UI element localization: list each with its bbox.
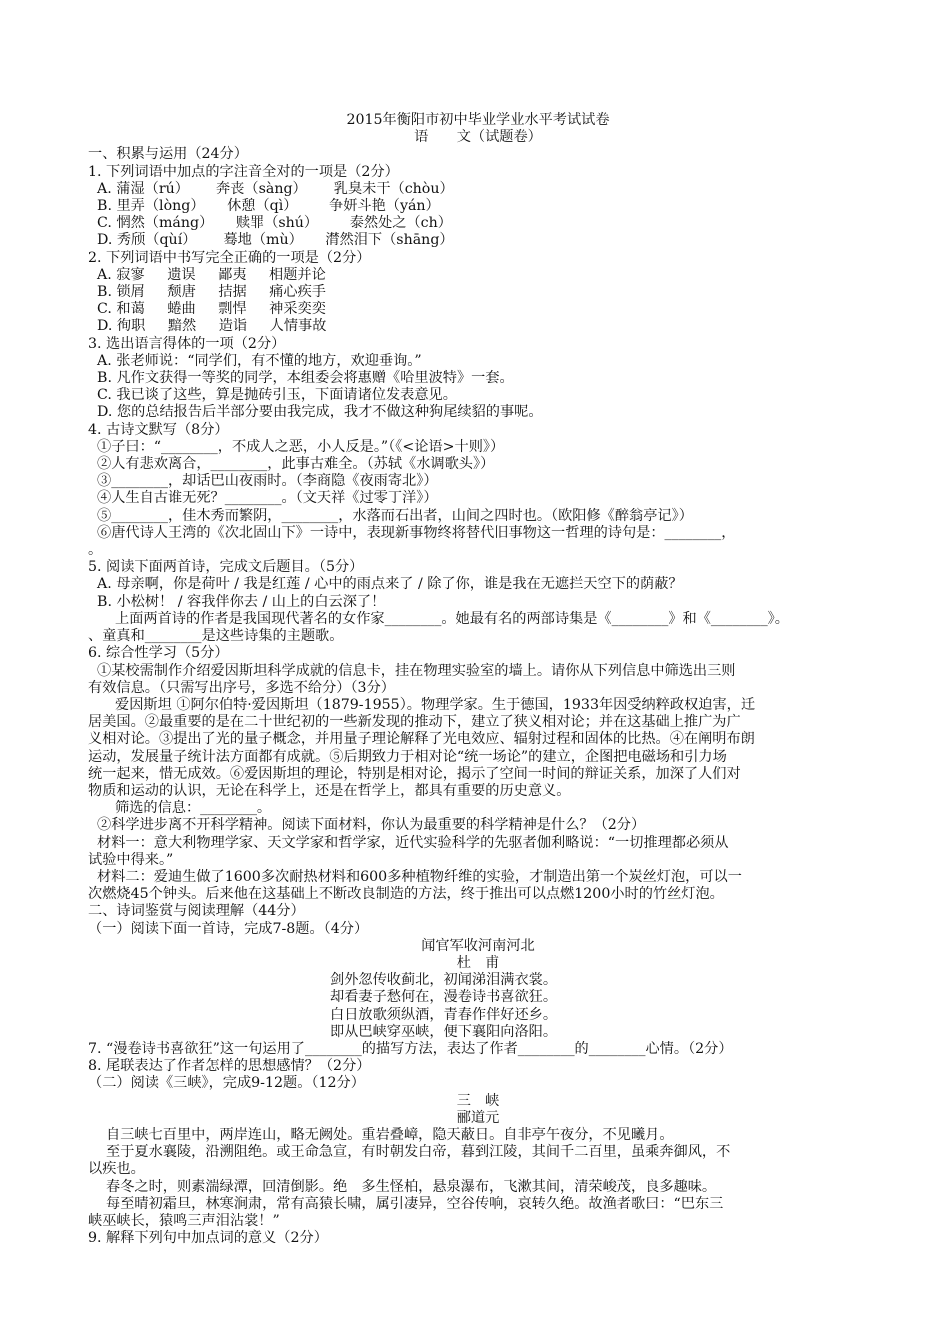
exam-title: 2015年衡阳市初中毕业学业水平考试试卷 <box>346 112 610 128</box>
essay-line: 自三峡七百里中，两岸连山，略无阙处。重岩叠嶂，隐天蔽日。自非亭午夜分，不见曦月。 <box>88 1126 674 1143</box>
exam-page <box>88 112 868 1247</box>
text-line: 。 <box>88 542 103 559</box>
text-line: B. 锁屑 颓唐 拮据 痛心疾手 <box>88 284 326 301</box>
poem-line: 白日放歌须纵酒，青春作伴好还乡。 <box>330 1006 558 1023</box>
text-line: 试验中得来。” <box>88 851 174 868</box>
text-line: 3. 选出语言得体的一项（2分） <box>88 335 286 352</box>
essay-line: 峡巫峡长，猿鸣三声泪沾裳！” <box>88 1213 280 1229</box>
text-line: 义相对论。③提出了光的量子概念，并用量子理论解释了光电效应、辐射过程和固体的比热。④在阐明布朗 <box>88 731 755 748</box>
text-line: ①子曰：“________，不成人之恶，小人反是。”（《<论语>十则》） <box>88 438 505 455</box>
text-line: 7. “漫卷诗书喜欲狂”这一句运用了________的描写方法，表达了作者________的________心情。（2分） <box>88 1040 733 1057</box>
question-block-part-1 <box>88 146 868 937</box>
text-line: B. 小松树！ / 容我伴你去 / 山上的白云深了！ <box>88 593 386 610</box>
exam-subtitle: 语 文（试题卷） <box>414 129 542 146</box>
text-line: 爱因斯坦 ①阿尔伯特·爱因斯坦（1879-1955）。物理学家。生于德国，1933年因受纳粹政权迫害，迁 <box>88 696 756 713</box>
text-line: B. 凡作文获得一等奖的同学，本组委会将惠赠《哈里波特》一套。 <box>88 370 514 387</box>
text-line: C. 惘然（máng） 赎罪（shú） 泰然处之（ch） <box>88 215 452 232</box>
text-line: D. 徇职 黯然 造诣 人情事故 <box>88 318 327 335</box>
text-line: A. 寂寥 遗误 鄙夷 相题并论 <box>88 266 326 283</box>
text-line: 材料二：爱迪生做了1600多次耐热材料和600多种植物纤维的实验，才制造出第一个炭丝灯泡，可以一 <box>88 868 742 885</box>
text-line: 有效信息。（只需写出序号，多选不给分）（3分） <box>88 679 395 696</box>
text-line: C. 我已谈了这些，算是抛砖引玉，下面请诸位发表意见。 <box>88 387 457 404</box>
text-line: 居美国。②最重要的是在二十世纪初的一些新发现的推动下，建立了狭义相对论；并在这基础上推广为广 <box>88 714 741 731</box>
text-line: 5. 阅读下面两首诗，完成文后题目。（5分） <box>88 559 364 576</box>
text-line: 一、积累与运用（24分） <box>88 146 248 163</box>
essay-line: 以疾也。 <box>88 1161 145 1178</box>
poem-title: 闻官军收河南河北 <box>421 937 535 954</box>
text-line: D. 秀颀（qùí） 蓦地（mù） 潸然泪下（shāng） <box>88 232 454 249</box>
text-line: A. 张老师说：“同学们，有不懂的地方，欢迎垂询。” <box>88 352 422 369</box>
text-line: 筛选的信息：________。 <box>88 800 272 817</box>
essay-title: 三 峡 <box>456 1092 500 1109</box>
poem-line: 即从巴峡穿巫峡，便下襄阳向洛阳。 <box>330 1023 558 1040</box>
text-line: 上面两首诗的作者是我国现代著名的女作家________。她最有名的两部诗集是《________》和《________》。 <box>88 610 789 627</box>
essay-body <box>88 1127 868 1247</box>
text-line: （一）阅读下面一首诗，完成7-8题。（4分） <box>88 920 369 937</box>
essay-author: 郦道元 <box>456 1109 500 1126</box>
poem-line: 却看妻子愁何在，漫卷诗书喜欲狂。 <box>330 989 558 1006</box>
text-line: 4. 古诗文默写（8分） <box>88 421 229 438</box>
poem-author: 杜 甫 <box>456 954 500 971</box>
text-line: ④人生自古谁无死？________。（文天祥《过零丁洋》） <box>88 490 438 507</box>
question-block-part-2 <box>88 1041 868 1093</box>
essay-line: 每至晴初霜旦，林寒涧肃，常有高猿长啸，属引凄异，空谷传响，哀转久绝。故渔者歌曰：“巴东三 <box>88 1195 724 1212</box>
text-line: 、童真和________是这些诗集的主题歌。 <box>88 628 344 645</box>
text-line: 1. 下列词语中加点的字注音全对的一项是（2分） <box>88 163 399 180</box>
text-line: 次燃烧45个钟头。后来他在这基础上不断改良制造的方法，终于推出可以点燃1200小时的竹丝灯泡。 <box>88 886 724 903</box>
text-line: 二、诗词鉴赏与阅读理解（44分） <box>88 903 305 920</box>
text-line: ③________，却话巴山夜雨时。（李商隐《夜雨寄北》） <box>88 473 438 490</box>
text-line: A. 蒲湿（rú） 奔丧（sàng） 乳臭未干（chòu） <box>88 180 454 197</box>
text-line: 统一起来，惜无成效。⑥爱因斯坦的理论，特别是相对论，揭示了空间一时间的辩证关系，加深了人们对 <box>88 765 741 782</box>
text-line: B. 里弄（lòng） 休憩（qì） 争妍斗艳（yán） <box>88 198 440 215</box>
essay-line: 春冬之时，则素湍绿潭，回清倒影。绝 多生怪柏，悬泉瀑布，飞漱其间，清荣峻茂，良多趣味。 <box>88 1178 717 1195</box>
text-line: ②人有悲欢离合，________，此事古难全。（苏轼《水调歌头》） <box>88 456 495 473</box>
text-line: C. 和蔼 蜷曲 剽悍 神采奕奕 <box>88 301 326 318</box>
text-line: 物质和运动的认识，无论在科学上，还是在哲学上，都具有重要的历史意义。 <box>88 782 571 799</box>
essay-line: 至于夏水襄陵，沿溯阻绝。或王命急宣，有时朝发白帝，暮到江陵，其间千二百里，虽乘奔御风，不 <box>88 1144 731 1161</box>
text-line: （二）阅读《三峡》，完成9-12题。（12分） <box>88 1075 365 1092</box>
text-line: D. 您的总结报告后半部分要由我完成，我才不做这种狗尾续貂的事呢。 <box>88 404 543 421</box>
text-line: 8. 尾联表达了作者怎样的思想感情？（2分） <box>88 1058 371 1075</box>
text-line: 运动，发展量子统计法方面都有成就。⑤后期致力于相对论“统一场论”的建立，企图把电磁场和引力场 <box>88 748 727 765</box>
text-line: 2. 下列词语中书写完全正确的一项是（2分） <box>88 249 371 266</box>
poem-body <box>88 972 868 1041</box>
text-line: ①某校需制作介绍爱因斯坦科学成就的信息卡，挂在物理实验室的墙上。请你从下列信息中筛选出三则 <box>88 662 736 679</box>
text-line: 6. 综合性学习（5分） <box>88 645 229 662</box>
essay-line: 9. 解释下列句中加点词的意义（2分） <box>88 1230 328 1247</box>
text-line: ⑤________，佳木秀而繁阴，________，水落而石出者，山间之四时也。（欧阳修《醉翁亭记》） <box>88 507 693 524</box>
text-line: A. 母亲啊，你是荷叶 / 我是红莲 / 心中的雨点来了 / 除了你，谁是我在无遮拦天空下的荫蔽？ <box>88 576 683 593</box>
text-line: ②科学进步离不开科学精神。阅读下面材料，你认为最重要的科学精神是什么？（2分） <box>88 817 646 834</box>
text-line: ⑥唐代诗人王湾的《次北固山下》一诗中，表现新事物终将替代旧事物这一哲理的诗句是：________， <box>88 524 736 541</box>
text-line: 材料一：意大利物理学家、天文学家和哲学家，近代实验科学的先驱者伽利略说：“一切推理都必须从 <box>88 834 729 851</box>
poem-line: 剑外忽传收蓟北，初闻涕泪满衣裳。 <box>330 972 558 989</box>
